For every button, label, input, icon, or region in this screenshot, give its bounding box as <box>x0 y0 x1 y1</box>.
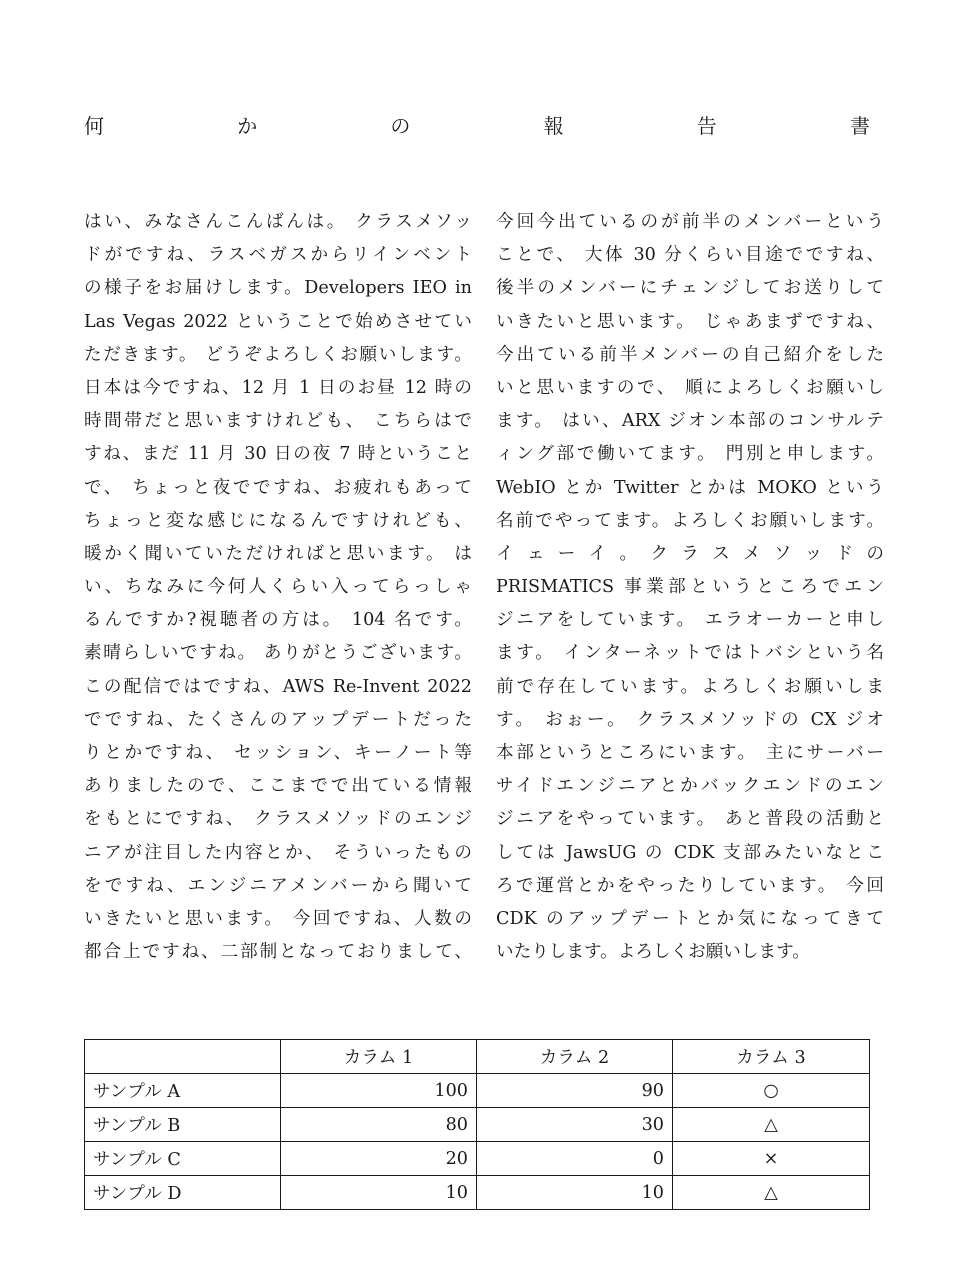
text-line: ジニアをやっています。 あと普段の活動と <box>496 809 884 830</box>
title-char: 何 <box>84 113 104 138</box>
text-line: いたりします。よろしくお願いします。 <box>496 942 810 963</box>
table-row <box>85 1074 870 1108</box>
text-line: 今出ている前半メンバーの自己紹介をした <box>496 344 884 365</box>
text-line: ニアが注目した内容とか、 そういったもの <box>84 842 472 863</box>
title-char: 告 <box>696 113 717 138</box>
text-line: サイドエンジニアとかバックエンドのエン <box>496 776 884 797</box>
text-line: CDK のアップデートとか気になってきて <box>496 908 884 929</box>
header-cell-column-1: カラム 1 <box>281 1040 477 1074</box>
row-label: サンプル D <box>85 1176 281 1210</box>
text-line: をですね、エンジニアメンバーから聞いて <box>84 875 472 896</box>
text-line: Las Vegas 2022 ということで始めさせてい <box>84 311 472 332</box>
right-text-column <box>496 206 884 969</box>
text-line: 後半のメンバーにチェンジしてお送りして <box>496 278 884 299</box>
text-line: い、ちなみに今何人くらい入ってらっしゃ <box>84 577 472 598</box>
table-row <box>85 1108 870 1142</box>
row-label: サンプル C <box>85 1142 281 1176</box>
cell-column-2: 90 <box>477 1074 673 1108</box>
text-line: この配信ではですね、AWS Re-Invent 2022 <box>84 676 472 697</box>
text-line: いと思いますので、 順によろしくお願いし <box>496 377 884 398</box>
text-line: ィング部で働いてます。 門別と申します。 <box>496 444 884 465</box>
text-line: しては JawsUG の CDK 支部みたいなとこ <box>496 842 884 863</box>
text-line: WebIO とか Twitter とかは MOKO という <box>496 477 884 498</box>
text-line: ドがですね、ラスベガスからリインベント <box>84 245 472 266</box>
text-line: の様子をお届けします。Developers IEO in <box>84 278 472 299</box>
document-title <box>84 108 870 140</box>
text-line: 日本は今ですね、12 月 1 日のお昼 12 時の <box>84 377 472 398</box>
table-row <box>85 1142 870 1176</box>
sample-table <box>84 1039 870 1210</box>
cell-column-3: ○ <box>673 1074 870 1108</box>
text-line: ろで運営とかをやったりしています。 今回 <box>496 875 884 896</box>
text-line: 名前でやってます。よろしくお願いします。 <box>496 510 884 531</box>
cell-column-1: 100 <box>281 1074 477 1108</box>
cell-column-1: 10 <box>281 1176 477 1210</box>
title-char: 報 <box>543 113 564 138</box>
row-label: サンプル A <box>85 1074 281 1108</box>
text-line: 時間帯だと思いますけれども、 こちらはで <box>84 411 472 432</box>
text-line: ありましたので、ここまでで出ている情報 <box>84 776 472 797</box>
text-line: ただきます。 どうぞよろしくお願いします。 <box>84 344 472 365</box>
header-cell-empty <box>85 1040 281 1074</box>
cell-column-3: △ <box>673 1108 870 1142</box>
text-line: ます。 インターネットではトバシという名 <box>496 643 884 664</box>
text-line: 都合上ですね、二部制となっておりまして、 <box>84 942 472 963</box>
title-char: の <box>390 113 411 138</box>
cell-column-2: 0 <box>477 1142 673 1176</box>
cell-column-1: 80 <box>281 1108 477 1142</box>
text-line: PRISMATICS 事業部というところでエン <box>496 577 884 598</box>
text-line: ジニアをしています。 エラオーカーと申し <box>496 610 884 631</box>
text-line: はい、みなさんこんばんは。 クラスメソッ <box>84 212 472 232</box>
cell-column-1: 20 <box>281 1142 477 1176</box>
table-header-row <box>85 1040 870 1074</box>
header-cell-column-3: カラム 3 <box>673 1040 870 1074</box>
left-text-column <box>84 206 472 969</box>
text-line: 今回今出ているのが前半のメンバーという <box>496 212 884 232</box>
cell-column-2: 30 <box>477 1108 673 1142</box>
cell-column-3: △ <box>673 1176 870 1210</box>
text-line: ちょっと変な感じになるんですけれども、 <box>84 510 472 531</box>
title-char: 書 <box>849 113 870 138</box>
title-char: か <box>237 113 258 138</box>
text-line: りとかですね、 セッション、キーノート等 <box>84 743 472 763</box>
text-line: をもとにですね、 クラスメソッドのエンジ <box>84 809 472 830</box>
text-line: イ ェ ー イ 。 ク ラ ス メ ソ ッ ド の <box>496 543 884 564</box>
table-row <box>85 1176 870 1210</box>
text-line: いきたいと思います。 じゃあまずですね、 <box>496 311 884 332</box>
text-line: ことで、 大体 30 分くらい目途でですね、 <box>496 245 884 266</box>
text-line: 暖かく聞いていただければと思います。 は <box>84 543 472 564</box>
cell-column-2: 10 <box>477 1176 673 1210</box>
cell-column-3: × <box>673 1142 870 1176</box>
text-line: ます。 はい、ARX ジオン本部のコンサルテ <box>496 411 884 432</box>
header-cell-column-2: カラム 2 <box>477 1040 673 1074</box>
text-line: 前で存在しています。よろしくお願いしま <box>496 676 884 697</box>
text-line: で、 ちょっと夜でですね、お疲れもあって <box>84 477 472 498</box>
text-line: 素晴らしいですね。 ありがとうございます。 <box>84 643 472 664</box>
text-line: いきたいと思います。 今回ですね、人数の <box>84 908 472 929</box>
text-line: でですね、たくさんのアップデートだった <box>84 709 472 730</box>
text-line: すね、まだ 11 月 30 日の夜 7 時ということ <box>84 444 472 465</box>
text-line: 本部というところにいます。 主にサーバー <box>496 743 884 763</box>
row-label: サンプル B <box>85 1108 281 1142</box>
text-line: す。 おぉー。 クラスメソッドの CX ジオ <box>496 709 884 730</box>
text-line: るんですか?視聴者の方は。 104 名です。 <box>84 610 472 631</box>
